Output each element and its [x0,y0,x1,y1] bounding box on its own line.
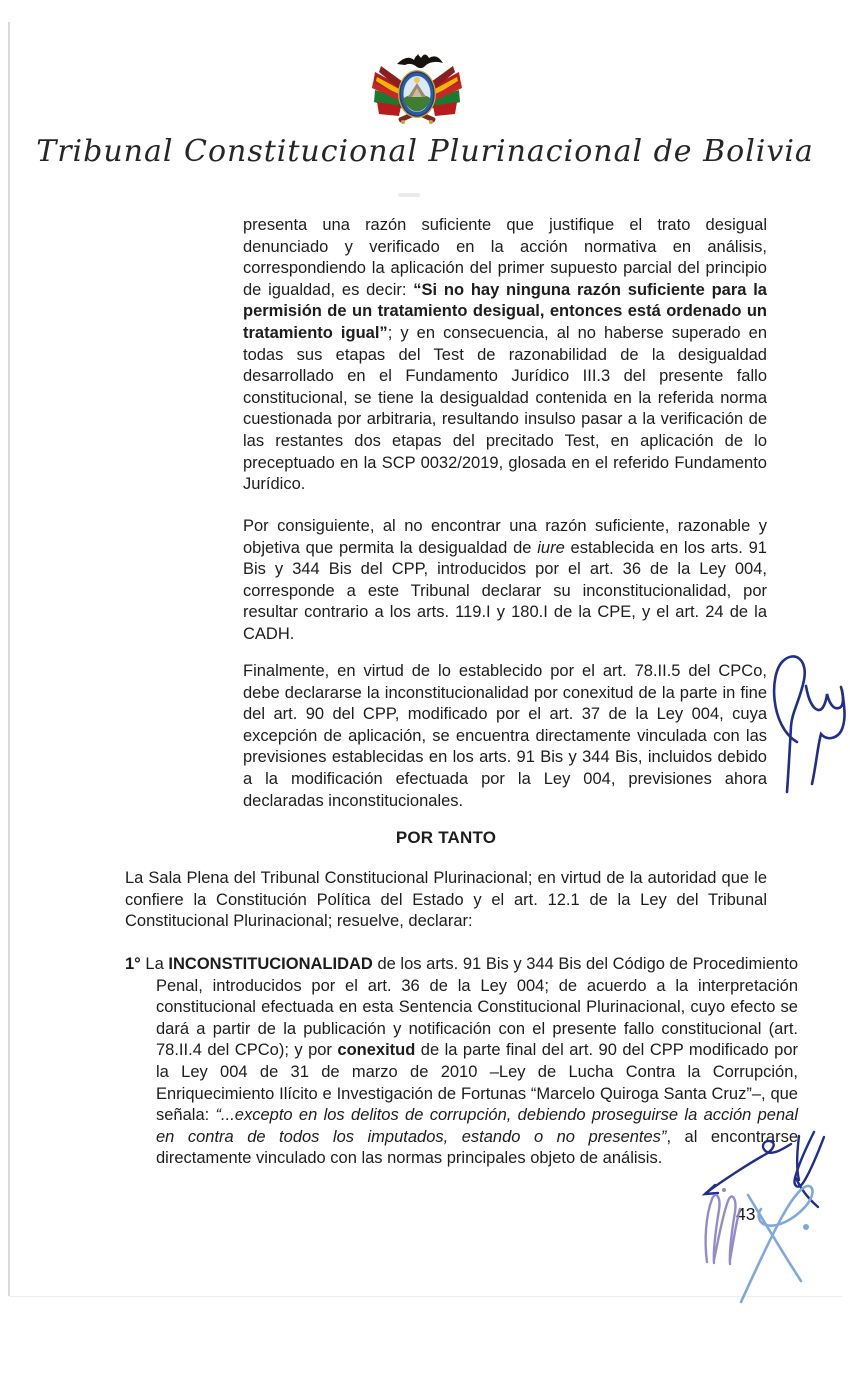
por-tanto-heading: POR TANTO [395,828,497,847]
scan-smudge [398,193,420,197]
paragraph-finalmente: Finalmente, en virtud de lo establecido por el art. 78.II.5 del CPCo, debe declararse la inconstitucionalidad por conexitud de la parte in fine del art. 90 del CPP, modificado por el art. 37 de la Ley 004, cuya excepción de aplicación, se encuentra directamente vinculada con las previsiones establecidas en los arts. 91 Bis y 344 Bis, incluidos debido a la modificación efectuada por la Ley 004, previsiones ahora declaradas inconstitucionales. [243,662,767,810]
item-number: 1° [125,955,141,973]
p1-tail: ; y en consecuencia, al no haberse superado en todas sus etapas del Test de razonabilidad de la desigualdad desarrollado en el Fundamento Jurídico III.3 del presente fallo constitucional, se tiene la desigualdad contenida en la referida norma cuestionada por arbitraria, resultando insulso pasar a la verificación de las restantes dos etapas del precitado Test, en aplicación de lo preceptuado en la SCP 0032/2019, glosada en el referido Fundamento Jurídico. [243,323,767,494]
item1-quote: “...excepto en los delitos de corrupción, debiendo proseguirse la acción penal en contra de todos los imputados, estando o no presentes” [156,1106,798,1146]
item1-mid: de los arts. 91 Bis y 344 Bis del Código de Procedimiento Penal, introducidos por el art. 36 de la Ley 004; de acuerdo a la interpretación constitucional efectuada en esta Sentencia Constitucional Plurinacional, cuyo efecto se dará a partir de la publicación y notificación con el presente fallo constitucional (art. 78.II.4 del CPCo); y por [156,955,798,1060]
signature-margin-ink [774,656,844,792]
paragraph-por-consiguiente [243,516,767,646]
institution-script-title: Tribunal Constitucional Plurinacional de Bolivia [36,134,814,169]
scan-left-edge-line [8,22,10,1296]
item1-mid2: de la parte final del art. 90 del CPP modificado por la Ley 004 de 31 de marzo de 2010 –Ley de Lucha Contra la Corrupción, Enriquecimiento Ilícito e Investigación de Fortunas “Marcelo Quiroga Santa Cruz”–, que señala: [156,1041,799,1125]
resolution-intro: La Sala Plena del Tribunal Constitucional Plurinacional; en virtud de la autoridad que le confiere la Constitución Política del Estado y el art. 12.1 de la Ley del Tribunal Constitucional Plurinacional; resuelve, declarar: [125,869,767,931]
item1-bold-conexitud: conexitud [337,1041,416,1060]
item1-bold-inconstitucionalidad: INCONSTITUCIONALIDAD [168,955,373,973]
p1-lead: presenta una razón suficiente que justifique el trato desigual denunciado y verificado en la acción normativa en análisis, correspondiendo la aplicación del primer supuesto parcial del principio de igualdad, es decir: [243,216,767,299]
item1-tail: , al encontrarse directamente vinculado con las normas principales objeto de análisis. [156,1127,798,1168]
bolivia-coat-of-arms-icon [371,50,463,134]
condor-icon [397,54,443,68]
page-number: 43 [736,1204,756,1224]
scan-bottom-edge-line [9,1296,842,1297]
central-oval [398,70,436,118]
initials-ink [706,1188,740,1264]
paragraph-razon-suficiente [243,215,767,496]
item1-pre: La [140,955,169,973]
resolution-item-1 [125,954,798,1170]
p1-bold-quote: “Si no hay ninguna razón suficiente para la permisión de un tratamiento desigual, entonces está ordenado un tratamiento igual” [243,280,767,342]
p2-latin-term: iure [537,538,565,557]
p2-tail: establecida en los arts. 91 Bis y 344 Bis del CPP, introducidos por el art. 36 de la Ley 004, corresponde a este Tribunal declarar su inconstitucionalidad, por resultar contrario a los arts. 119.I y 180.I de la CPE, y el art. 24 de la CADH. [243,538,767,643]
p2-lead: Por consiguiente, al no encontrar una razón suficiente, razonable y objetiva que permita la desigualdad de [243,517,767,557]
